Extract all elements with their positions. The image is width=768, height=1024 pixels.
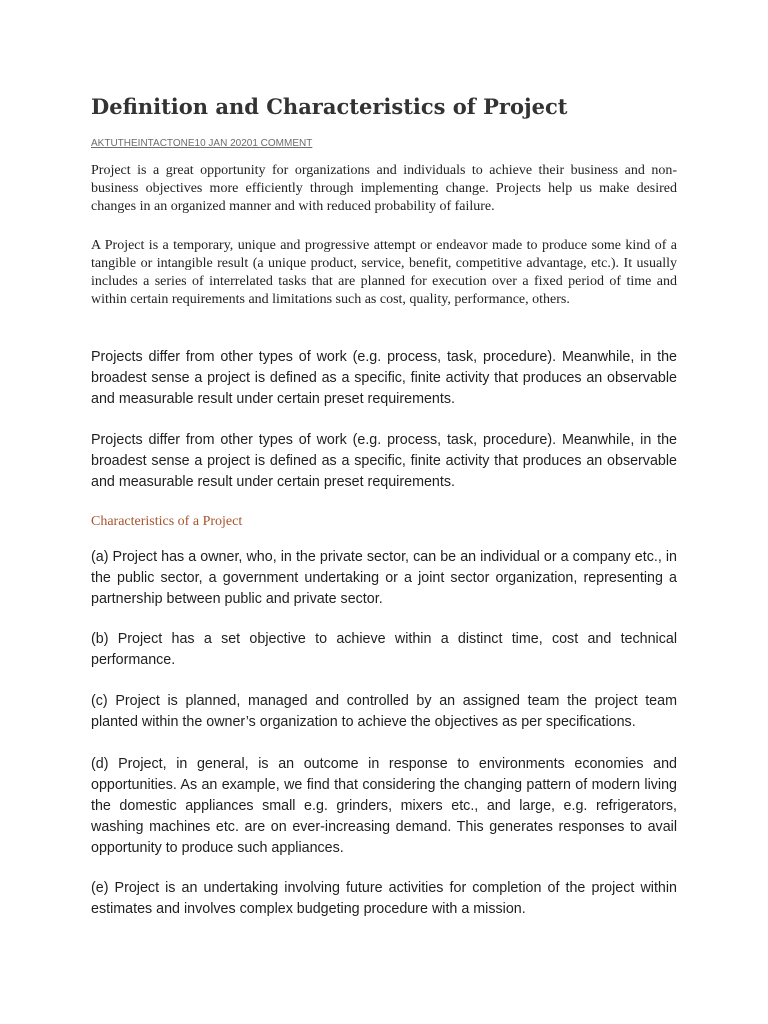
page-title: Definition and Characteristics of Project: [91, 94, 568, 119]
characteristic-item-a: (a) Project has a owner, who, in the private sector, can be an individual or a company etc., in the public sector, a government undertaking or a joint sector organization, representing a partnership between public and private sector.: [91, 549, 677, 607]
characteristics-heading: Characteristics of a Project: [91, 514, 243, 529]
body-paragraph-2: Projects differ from other types of work (e.g. process, task, procedure). Meanwhile, in the broadest sense a project is defined as a specific, finite activity that produces an observable and measurable result under certain preset requirements.: [91, 432, 677, 490]
body-paragraph-1: Projects differ from other types of work (e.g. process, task, procedure). Meanwhile, in the broadest sense a project is defined as a specific, finite activity that produces an observable and measurable result under certain preset requirements.: [91, 349, 677, 407]
characteristic-item-e: (e) Project is an undertaking involving future activities for completion of the project within estimates and involves complex budgeting procedure with a mission.: [91, 880, 677, 917]
characteristic-item-d: (d) Project, in general, is an outcome in response to environments economies and opportunities. As an example, we find that considering the changing pattern of modern living the domestic appliances small e.g. grinders, mixers etc., and large, e.g. refrigerators, washing machines etc. are on ever-increasing demand. This generates responses to avail opportunity to produce such appliances.: [91, 756, 677, 856]
intro-paragraph-2: A Project is a temporary, unique and progressive attempt or endeavor made to produce some kind of a tangible or intangible result (a unique product, service, benefit, competitive advantage, etc.). It usually includes a series of interrelated tasks that are planned for execution over a fixed period of time and within certain requirements and limitations such as cost, quality, performance, others.: [91, 238, 677, 307]
intro-paragraph-1: Project is a great opportunity for organizations and individuals to achieve their business and non-business objectives more efficiently through implementing change. Projects help us make desired changes in an organized manner and with reduced probability of failure.: [91, 163, 677, 214]
characteristic-item-b: (b) Project has a set objective to achieve within a distinct time, cost and technical performance.: [91, 631, 677, 668]
characteristic-item-c: (c) Project is planned, managed and controlled by an assigned team the project team planted within the owner’s organization to achieve the objectives as per specifications.: [91, 693, 677, 730]
post-meta-link[interactable]: AKTUTHEINTACTONE10 JAN 20201 COMMENT: [91, 138, 313, 149]
